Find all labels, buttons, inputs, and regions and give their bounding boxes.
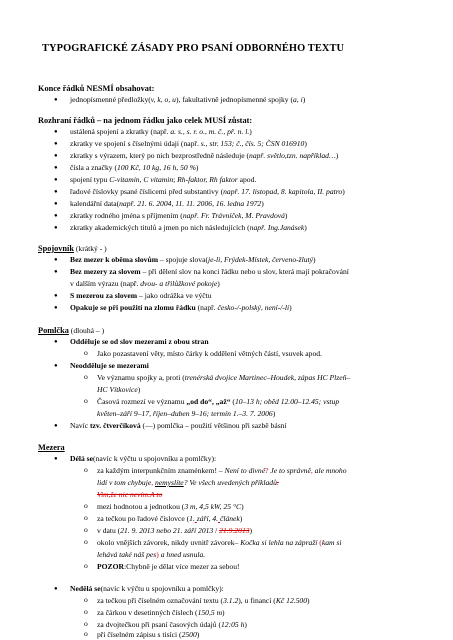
list-item: ● Nedělá se(navíc k výčtu u spojovníku a pomlčky): bbox=[70, 584, 224, 594]
sub-list-item: o POZOR:Chybně je dělat více mezer za sebou! bbox=[97, 562, 240, 572]
list-item: ● Opakuje se při použití na zlomu řádku (např. česko-/-polský, není-/-li) bbox=[70, 303, 292, 313]
list-item: ● Bez mezer k oběma slovům – spojuje slova(je-li, Frýdek-Místek, červeno-žlutý) bbox=[70, 255, 316, 265]
heading-space: Mezera bbox=[38, 443, 65, 452]
sub-list-item: o při číselném zápisu s tisíci (2500) bbox=[97, 630, 199, 640]
sub-list-item: o za dvojtečkou při psaní časových údajů (12:05 h) bbox=[97, 620, 247, 630]
sub-list-item: o mezi hodnotou a jednotkou (3 m, 4,5 kW, 25 °C) bbox=[97, 502, 244, 512]
sub-list-item-continuation: lidí v tom chybuje, nemyslíte? Ve všech uvedených příkladů. bbox=[97, 478, 279, 487]
list-item: ● Odděluje se od slov mezerami z obou stran bbox=[70, 337, 209, 347]
sub-list-item: o za tečkou po řadové číslovce (1. září, 4. článek) bbox=[97, 514, 242, 524]
list-item: ● zkratky rodného jména s příjmením (např. Fr. Trávníček, M. Pravdová) bbox=[70, 211, 287, 221]
sub-list-item: o Časová rozmezí ve významu „od do“, „až“ (10–13 h; oběd 12.00–12.45; vstup bbox=[97, 397, 339, 407]
heading-hyphen: Spojovník (krátký - ) bbox=[38, 244, 107, 253]
sub-list-item: o Jako pozastavení věty, místo čárky k oddělení větných částí, vsuvek apod. bbox=[97, 349, 322, 359]
list-item: ● S mezerou za slovem – jako odrážka ve výčtu bbox=[70, 291, 212, 301]
list-item: ● zkratky ve spojení s číselnými údaji (např. s., str. 153; č., čís. 5; ČSN 016910) bbox=[70, 139, 307, 149]
sub-list-item: o Ve významu spojky a, proti (trenérská dvojice Martinec–Houdek, zápas HC Plzeň– bbox=[97, 373, 350, 383]
sub-list-item: o okolo vnějších závorek, nikdy uvnitř závorek– Kočka si lehla na zápraží (kam si bbox=[97, 538, 341, 548]
list-item: ● spojení typu C-vitamin, C vitamin; Rh-faktor, Rh faktor apod. bbox=[70, 175, 256, 185]
list-item: ● zkratky akademických titulů a jmen po nich následujících (např. Ing.Janásek) bbox=[70, 223, 307, 233]
sub-list-item-continuation: květen–září 9–17, říjen–duben 9–16; termín 1.–3. 7. 2006) bbox=[97, 409, 276, 418]
list-item-continuation: v dalším výrazu (např. dvou- a třilůžkové pokoje) bbox=[70, 279, 220, 288]
list-item: ● Navíc tzv. čtverčíková (—) pomlčka – použití většinou při sazbě básní bbox=[70, 421, 287, 431]
sub-list-item: o za každým interpunkčním znaménkem! – Není to divné? Je to správně, ale mnoho bbox=[97, 466, 347, 476]
list-item: ● čísla a značky (100 Kč, 10 kg, 16 h, 50 %) bbox=[70, 163, 198, 173]
heading-dash: Pomlčka (dlouhá – ) bbox=[38, 326, 105, 335]
list-item: ● Neodděluje se mezerami bbox=[70, 361, 149, 371]
sub-list-item-continuation: lehává také náš pes) a hned usnula. bbox=[97, 550, 206, 559]
list-item: ● ustálená spojení a zkratky (např. a. s., s. r. o., m. č., př. n. l.) bbox=[70, 127, 252, 137]
sub-list-item-continuation: Vim,že nic nevím.A to bbox=[97, 490, 163, 499]
sub-list-item: o za tečkou při číselném označování textu (3.1.2), u financí (Kč 12.500) bbox=[97, 596, 310, 606]
heading-line-boundaries: Rozhraní řádků – na jednom řádku jako celek MUSÍ zůstat: bbox=[38, 116, 253, 125]
sub-list-item: o v datu (21. 9. 2013 nebo 21. září 2013 / 21.9.2013) bbox=[97, 526, 252, 536]
list-item: ● kalendářní data(např. 21. 6. 2004, 11. 11. 2006, 16. ledna 1972) bbox=[70, 199, 264, 209]
sub-list-item: o za čárkou v desetinných číslech (150,5 m) bbox=[97, 608, 225, 618]
list-item: ● řadové číslovky psané číslicemi před substantivy (např. 17. listopad, 8. kapitola, II. patro) bbox=[70, 187, 345, 197]
list-item: ● jednopísmenné předložky(v, k, o, u), fakultativně jednopísmenné spojky (a, i) bbox=[70, 95, 305, 105]
list-item: ● zkratky s výrazem, který po nich bezprostředně následuje (např. světlo,tzn. například…) bbox=[70, 151, 338, 161]
page-title: TYPOGRAFICKÉ ZÁSADY PRO PSANÍ ODBORNÉHO TEXTU bbox=[42, 43, 345, 54]
sub-list-item-continuation: HC Vítkovice) bbox=[97, 385, 141, 394]
heading-line-ends: Konce řádků NESMÍ obsahovat: bbox=[38, 84, 155, 93]
list-item: ● Délá se(navíc k výčtu u spojovníku a pomlčky): bbox=[70, 454, 216, 464]
list-item: ● Bez mezery za slovem – při dělení slov na konci řádku nebo u slov, která mají pokračování bbox=[70, 267, 349, 277]
